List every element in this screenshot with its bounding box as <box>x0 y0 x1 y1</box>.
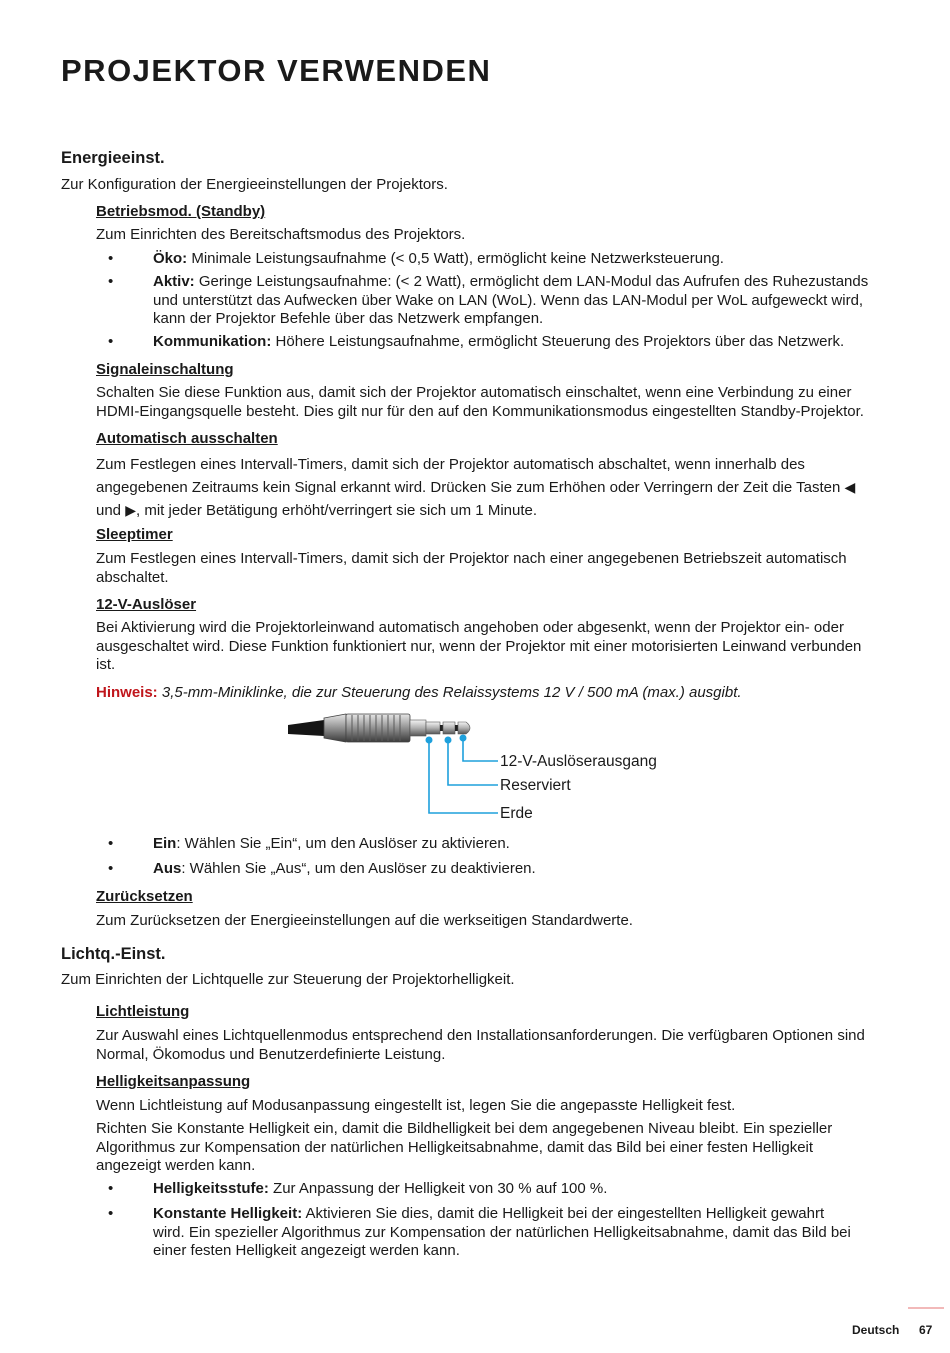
light-heading: Lichtq.-Einst. <box>61 945 166 963</box>
standby-title: Betriebsmod. (Standby) <box>96 203 266 220</box>
bullet: • <box>108 333 114 350</box>
trigger-title: 12-V-Auslöser <box>96 596 197 613</box>
bullet: • <box>108 250 114 267</box>
reset-desc: Zum Zurücksetzen der Energieeinstellungen auf die werkseitigen Standardwerte. <box>96 912 633 929</box>
item-text: Minimale Leistungsaufnahme (< 0,5 Watt), ermöglicht keine Netzwerksteuerung. <box>191 250 724 267</box>
brightness-item-level <box>153 1180 898 1199</box>
sleep-timer-desc: Zum Festlegen eines Intervall-Timers, damit sich der Projektor nach einer angegebenen Betriebszeit automatisch abschaltet. <box>96 550 847 586</box>
right-arrow-icon: ▶ <box>125 502 136 518</box>
item-label: Aus <box>153 860 182 877</box>
auto-off-title: Automatisch ausschalten <box>96 430 278 447</box>
standby-item-communication <box>153 333 898 352</box>
item-label: Öko: <box>153 250 188 267</box>
page-title: PROJEKTOR VERWENDEN <box>61 53 492 88</box>
item-text: Geringe Leistungsaufnahme: (< 2 Watt), ermöglicht dem LAN-Modul das Aufrufen des Ruhezustands <box>198 273 869 290</box>
standby-item-eco <box>153 250 898 269</box>
bullet: • <box>108 1180 114 1197</box>
auto-off-desc: Zum Festlegen eines Intervall-Timers, damit sich der Projektor automatisch abschaltet, wenn innerhalb des angegebenen Zeitraums kein Signal erkannt wird. Drücken Sie zum Erhöhen oder Verringern der Zeit die Tasten ◀ und ▶, mit jeder Betätigung erhöht/verringert sie sich um 1 Minute. <box>96 456 856 519</box>
item-text: : Wählen Sie „Ein“, um den Auslöser zu aktivieren. <box>176 835 510 852</box>
item-label: Konstante Helligkeit: <box>153 1205 303 1222</box>
signal-power-on-title: Signaleinschaltung <box>96 361 234 378</box>
bullet: • <box>108 1205 114 1222</box>
trigger-desc: Bei Aktivierung wird die Projektorleinwand automatisch angehoben oder abgesenkt, wenn der Projektor ein- oder ausgeschaltet wird. Diese Funktion funktioniert nur, wenn der Projektor mit einer motorisierten Leinwand verbunden ist. <box>96 619 862 673</box>
light-intro: Zum Einrichten der Lichtquelle zur Steuerung der Projektorhelligkeit. <box>61 971 515 988</box>
bullet: • <box>108 835 114 852</box>
bullet: • <box>108 860 114 877</box>
item-text: Zur Anpassung der Helligkeit von 30 % auf 100 %. <box>273 1180 608 1197</box>
item-text: und unterstützt das Aufwecken über Wake on LAN (WoL). Wenn das LAN-Modul per WoL aufgeweckt wird, <box>153 291 864 309</box>
standby-desc: Zum Einrichten des Bereitschaftsmodus des Projektors. <box>96 226 466 243</box>
jack-label-reserved: Reserviert <box>500 777 571 794</box>
item-label: Ein <box>153 835 177 852</box>
sleep-timer-title: Sleeptimer <box>96 526 173 543</box>
trigger-item-off <box>153 860 898 879</box>
standby-item-active <box>153 273 898 329</box>
item-text: wird. Ein spezieller Algorithmus zur Kompensation der natürlichen Helligkeitsabnahme, damit das Bild bei <box>153 1223 851 1241</box>
energy-intro: Zur Konfiguration der Energieeinstellungen der Projektors. <box>61 176 448 193</box>
note-label: Hinweis: <box>96 684 158 701</box>
brightness-item-constant <box>153 1205 898 1261</box>
light-power-title: Lichtleistung <box>96 1003 190 1020</box>
bullet: • <box>108 273 114 290</box>
left-arrow-icon: ◀ <box>844 479 856 495</box>
jack-label-ground: Erde <box>500 805 533 822</box>
trigger-item-on <box>153 835 898 854</box>
reset-title: Zurücksetzen <box>96 888 193 905</box>
brightness-title: Helligkeitsanpassung <box>96 1073 251 1090</box>
note-text: 3,5-mm-Miniklinke, die zur Steuerung des Relaissystems 12 V / 500 mA (max.) ausgibt. <box>161 684 742 701</box>
page-number: 67 <box>919 1323 933 1337</box>
item-text: einer festen Helligkeit angezeigt werden kann. <box>153 1242 460 1259</box>
brightness-desc-2: Richten Sie Konstante Helligkeit ein, damit die Bildhelligkeit bei dem angegebenen Niveau bleibt. Ein spezieller Algorithmus zur Kompensation der natürlichen Helligkeitsabnahme, damit das Bild bei einer festen Helligkeit angezeigt werden kann. <box>96 1120 833 1174</box>
trigger-note <box>96 684 906 703</box>
jack-label-12v-output: 12-V-Auslöserausgang <box>500 753 657 770</box>
item-label: Helligkeitsstufe: <box>153 1180 269 1197</box>
item-text: Aktivieren Sie dies, damit die Helligkeit bei der eingestellten Helligkeit gewahrt <box>305 1205 825 1222</box>
footer-divider <box>908 1307 944 1309</box>
light-power-desc: Zur Auswahl eines Lichtquellenmodus entsprechend den Installationsanforderungen. Die verfügbaren Optionen sind Normal, Ökomodus und Benutzerdefinierte Leistung. <box>96 1027 865 1063</box>
item-label: Aktiv: <box>153 273 195 290</box>
item-label: Kommunikation: <box>153 333 272 350</box>
jack-leader-lines <box>420 735 500 825</box>
signal-power-on-desc: Schalten Sie diese Funktion aus, damit sich der Projektor automatisch einschaltet, wenn eine Verbindung zu einer HDMI-Eingangsquelle besteht. Dies gilt nur für den auf den Kommunikationsmodus eingestellten Standby-Projektor. <box>96 384 864 420</box>
item-text: Höhere Leistungsaufnahme, ermöglicht Steuerung des Projektors über das Netzwerk. <box>275 333 845 350</box>
footer-language: Deutsch <box>852 1323 900 1337</box>
brightness-desc-1: Wenn Lichtleistung auf Modusanpassung eingestellt ist, legen Sie die angepasste Helligkeit fest. <box>96 1097 736 1114</box>
item-text: kann der Projektor Befehle über das Netzwerk empfangen. <box>153 310 544 327</box>
energy-heading: Energieeinst. <box>61 149 165 167</box>
item-text: : Wählen Sie „Aus“, um den Auslöser zu deaktivieren. <box>181 860 536 877</box>
